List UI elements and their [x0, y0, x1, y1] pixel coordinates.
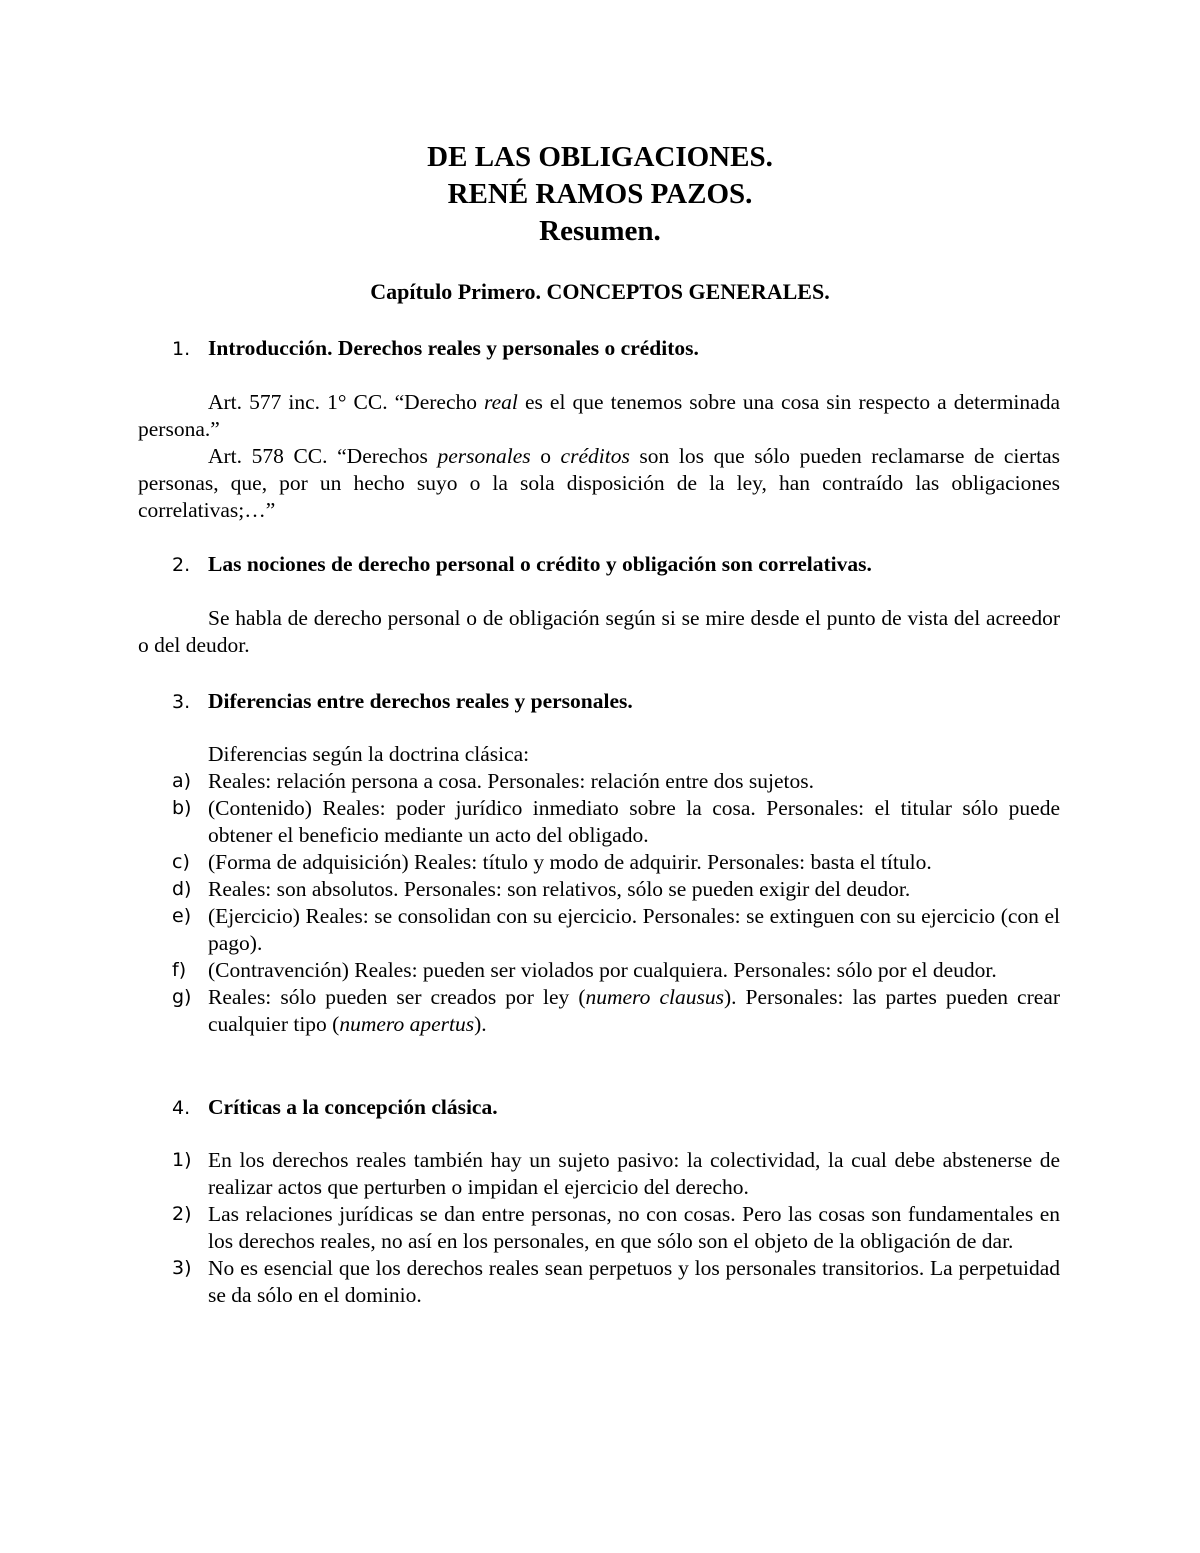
art-578-text-c: son los que sólo pueden reclamarse de ciertas personas, que, por un hecho suyo o la sola disposición de la ley, han contraído las obligaciones correlativas;…”: [138, 444, 1060, 522]
list-item: [138, 1255, 1060, 1309]
list-item-text: Reales: relación persona a cosa. Personales: relación entre dos sujetos.: [208, 769, 814, 793]
criticisms-list: [138, 1147, 1060, 1309]
list-item-text: [208, 984, 1060, 1038]
art-578-paragraph: [138, 443, 1060, 524]
list-item-text: (Contravención) Reales: pueden ser violados por cualquiera. Personales: sólo por el deudor.: [208, 958, 997, 982]
section-2-number: 2.: [172, 554, 191, 576]
art-577-text-b: es el que tenemos sobre una cosa sin respecto a determinada persona.”: [138, 390, 1060, 441]
list-item: [138, 984, 1060, 1038]
list-item: [138, 849, 1060, 876]
section-2-heading: [172, 551, 872, 579]
list-item: [138, 768, 1060, 795]
list-item-marker: b): [172, 797, 192, 819]
item-g-emphasis-2: numero apertus: [339, 1012, 475, 1036]
list-item-marker: 1): [172, 1149, 192, 1171]
section-3-intro: Diferencias según la doctrina clásica:: [208, 742, 530, 766]
list-item: [138, 957, 1060, 984]
list-item-marker: a): [172, 770, 192, 792]
list-item-marker: c): [172, 851, 190, 873]
list-item-marker: g): [172, 986, 192, 1008]
list-item-text: (Forma de adquisición) Reales: título y modo de adquirir. Personales: basta el título.: [208, 850, 932, 874]
section-2-paragraph: Se habla de derecho personal o de obligación según si se mire desde el punto de vista del acreedor o del deudor.: [138, 606, 1060, 657]
list-item: [138, 903, 1060, 957]
section-2-title: Las nociones de derecho personal o crédito y obligación son correlativas.: [208, 552, 872, 576]
list-item-text: Reales: son absolutos. Personales: son relativos, sólo se pueden exigir del deudor.: [208, 877, 911, 901]
list-item: [138, 795, 1060, 849]
art-578-text-b: o: [530, 444, 561, 468]
document-title: [0, 139, 1200, 250]
section-3-title: Diferencias entre derechos reales y personales.: [208, 689, 633, 713]
art-578-emphasis-2: créditos: [560, 444, 630, 468]
item-g-emphasis-1: numero clausus: [585, 985, 724, 1009]
section-4-number: 4.: [172, 1097, 191, 1119]
section-3-number: 3.: [172, 691, 191, 713]
list-item-text: No es esencial que los derechos reales sean perpetuos y los personales transitorios. La perpetuidad se da sólo en el dominio.: [208, 1256, 1060, 1307]
list-item: [138, 1147, 1060, 1201]
art-577-text-a: Art. 577 inc. 1° CC. “Derecho: [208, 390, 485, 414]
item-g-text-a: Reales: sólo pueden ser creados por ley (: [208, 985, 586, 1009]
list-item-text: (Ejercicio) Reales: se consolidan con su ejercicio. Personales: se extinguen con su ejercicio (con el pago).: [208, 904, 1060, 955]
chapter-heading: Capítulo Primero. CONCEPTOS GENERALES.: [370, 279, 830, 304]
section-1-number: 1.: [172, 338, 191, 360]
list-item-marker: 3): [172, 1257, 192, 1279]
list-item: [138, 1201, 1060, 1255]
list-item-text: En los derechos reales también hay un sujeto pasivo: la colectividad, la cual debe abstenerse de realizar actos que perturben o impidan el ejercicio del derecho.: [208, 1148, 1060, 1199]
title-line-1: DE LAS OBLIGACIONES.: [427, 141, 773, 173]
section-4-title: Críticas a la concepción clásica.: [208, 1095, 498, 1119]
section-1-heading: [172, 335, 699, 363]
list-item-text: Las relaciones jurídicas se dan entre personas, no con cosas. Pero las cosas son fundamentales en los derechos reales, no así en los personales, en que sólo son el objeto de la obligación de dar.: [208, 1202, 1060, 1253]
list-item-marker: e): [172, 905, 192, 927]
art-577-paragraph: [138, 389, 1060, 443]
list-item-marker: 2): [172, 1203, 192, 1225]
section-3-heading: [172, 688, 633, 716]
list-item-marker: f): [172, 959, 187, 981]
art-577-emphasis: real: [484, 390, 518, 414]
list-item-text: (Contenido) Reales: poder jurídico inmediato sobre la cosa. Personales: el titular sólo puede obtener el beneficio mediante un acto del obligado.: [208, 796, 1060, 847]
title-line-3: Resumen.: [539, 215, 661, 247]
art-578-emphasis-1: personales: [437, 444, 531, 468]
list-item: [138, 876, 1060, 903]
item-g-text-c: ).: [474, 1012, 487, 1036]
item-g-text-b: ). Personales: las partes pueden crear cualquier tipo (: [208, 985, 1060, 1036]
differences-list: [138, 768, 1060, 1038]
art-578-text-a: Art. 578 CC. “Derechos: [208, 444, 438, 468]
list-item-marker: d): [172, 878, 192, 900]
section-1-title: Introducción. Derechos reales y personales o créditos.: [208, 336, 699, 360]
title-line-2: RENÉ RAMOS PAZOS.: [447, 178, 753, 210]
section-4-heading: [172, 1094, 498, 1122]
